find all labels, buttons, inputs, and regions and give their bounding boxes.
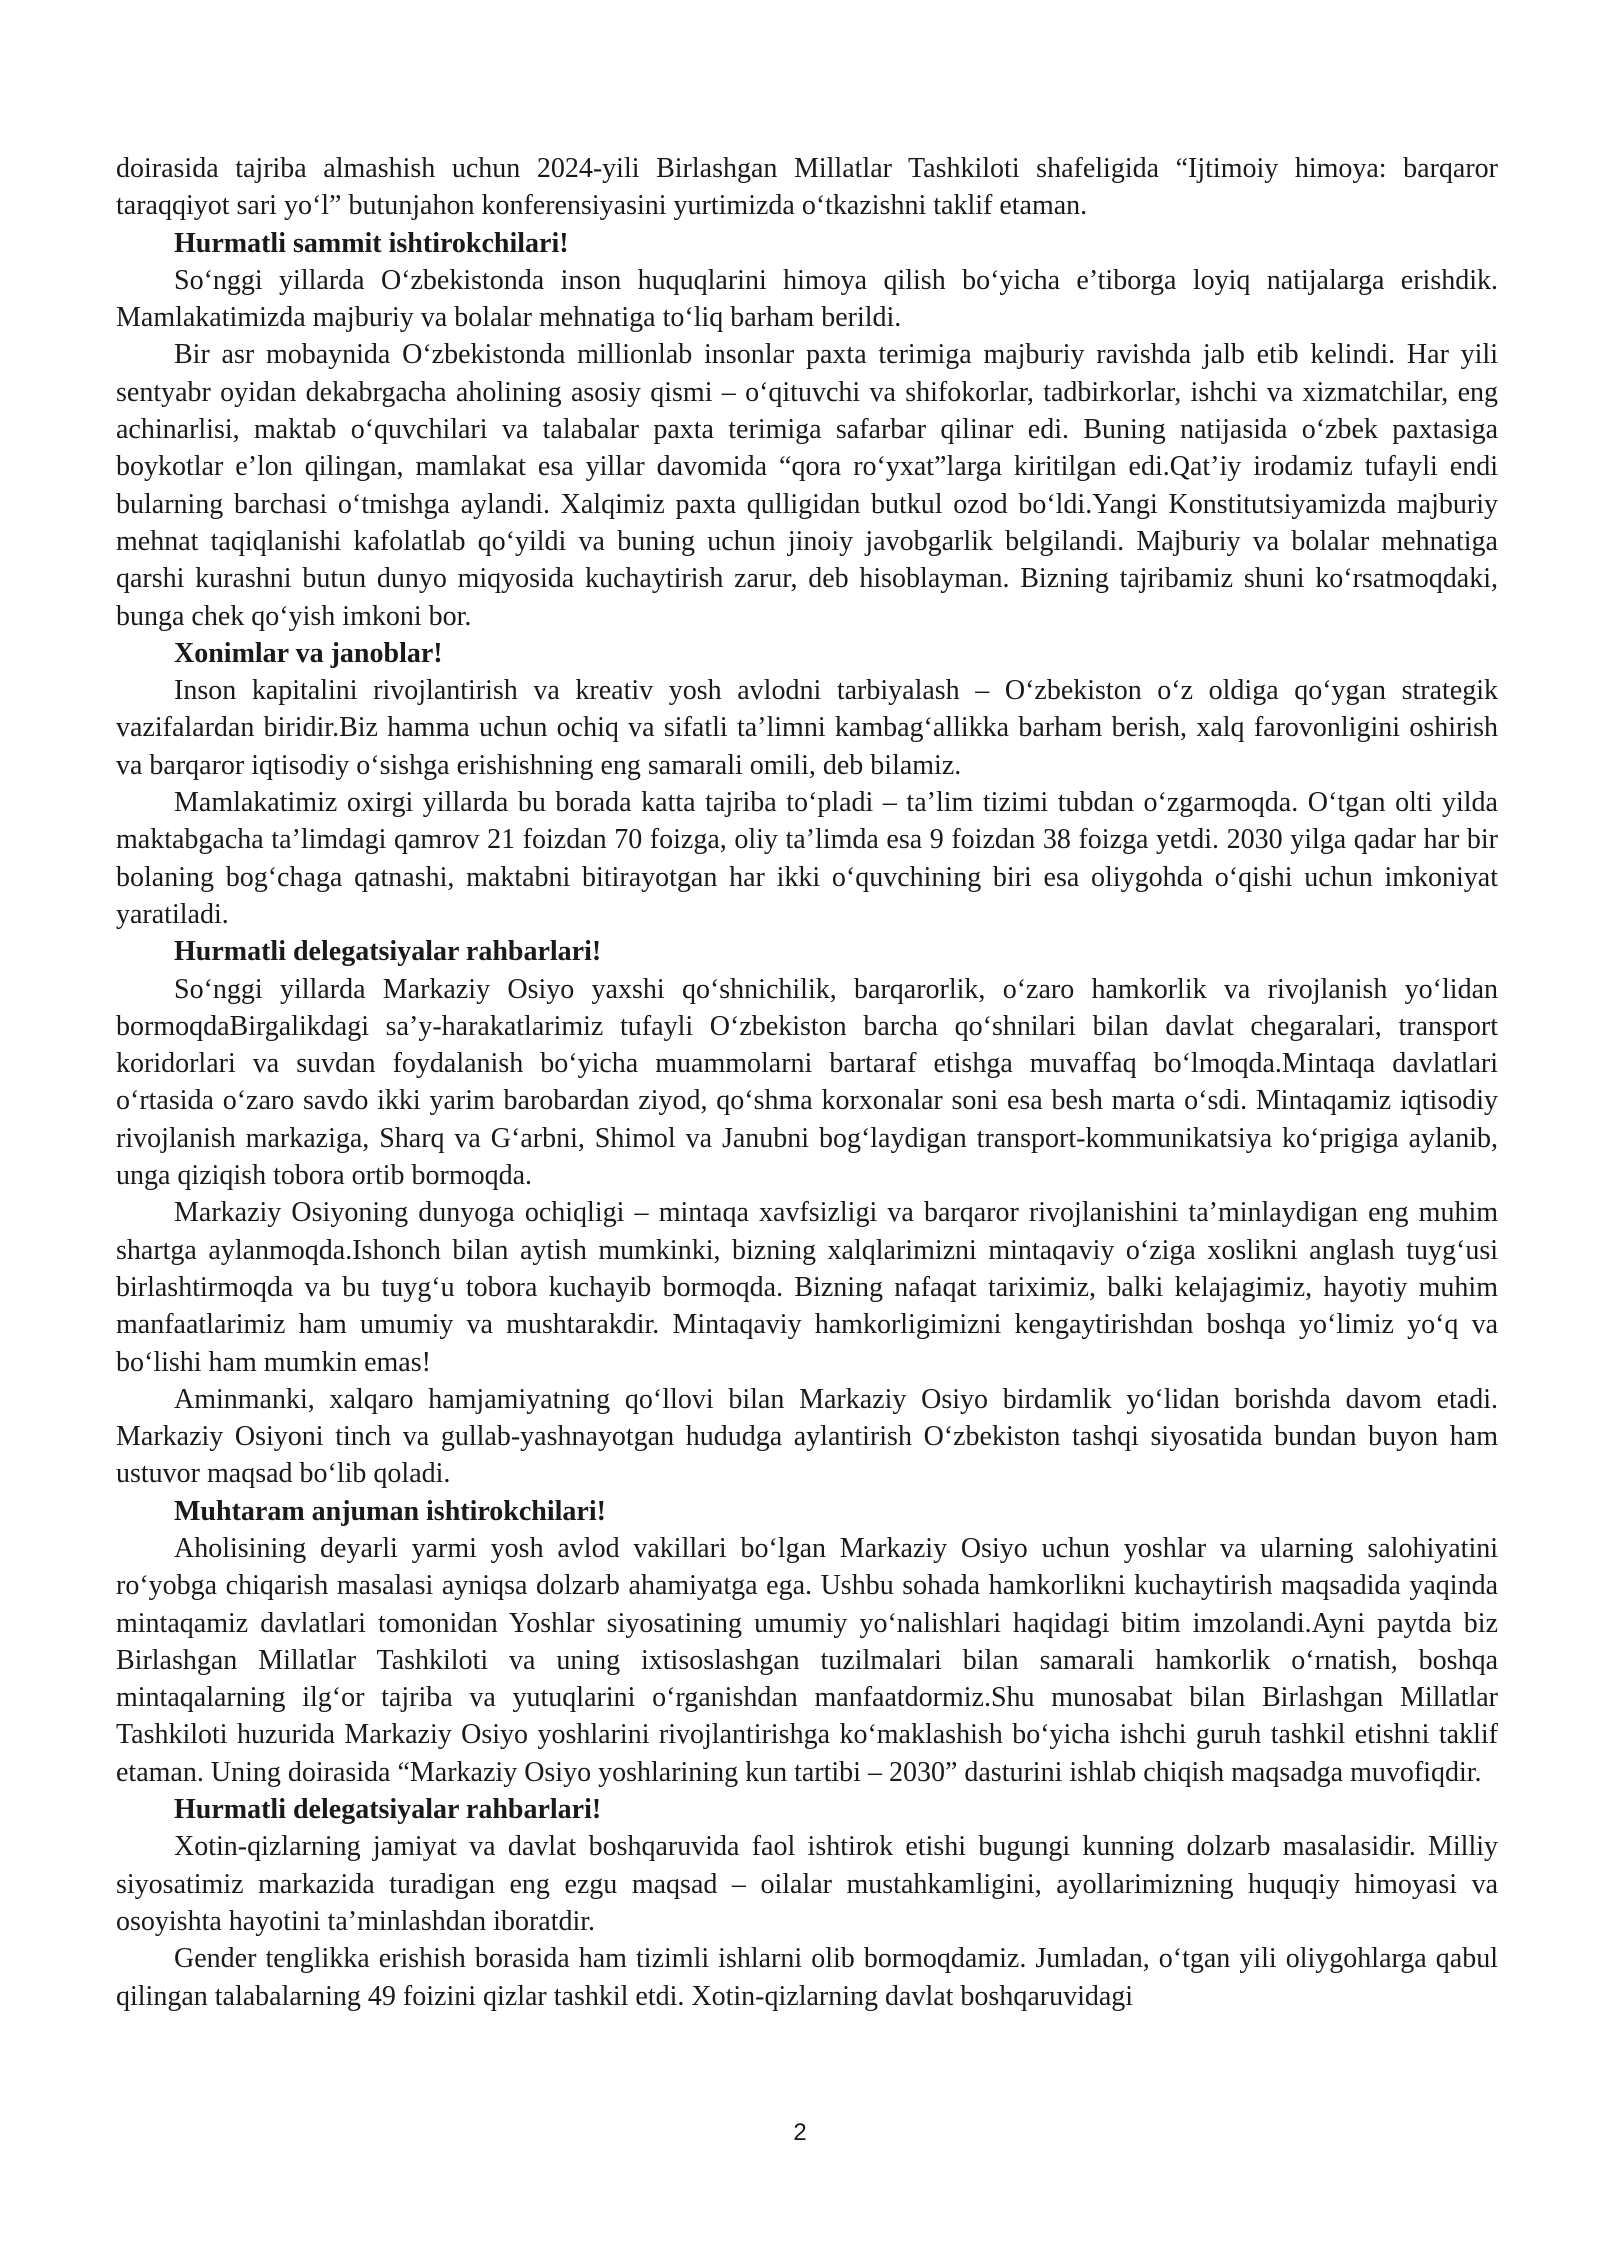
paragraph: Aminmanki, xalqaro hamjamiyatning qo‘llovi bilan Markaziy Osiyo birdamlik yo‘lidan borishda davom etadi. Markaziy Osiyoni tinch va gullab-yashnayotgan hududga aylantirish O‘zbekiston tashqi siyosatida bundan buyon ham ustuvor maqsad bo‘lib qoladi. xyxy=(116,1383,1498,1490)
paragraph-continuation: doirasida tajriba almashish uchun 2024-yili Birlashgan Millatlar Tashkiloti shafeligida “Ijtimoiy himoya: barqaror taraqqiyot sari yo‘l” butunjahon konferensiyasini yurtimizda o‘tkazishni taklif etaman. xyxy=(116,153,1498,222)
salutation-heading: Hurmatli delegatsiyalar rahbarlari! xyxy=(174,1794,602,1826)
salutation-heading: Hurmatli sammit ishtirokchilari! xyxy=(174,227,569,259)
paragraph: Inson kapitalini rivojlantirish va kreativ yosh avlodni tarbiyalash – O‘zbekiston o‘z oldiga qo‘ygan strategik vazifalardan biridir.Biz hamma uchun ochiq va sifatli ta’limni kambag‘allikka barham berish, xalq farovonligini oshirish va barqaror iqtisodiy o‘sishga erishishning eng samarali omili, deb bilamiz. xyxy=(116,675,1498,781)
paragraph: So‘nggi yillarda Markaziy Osiyo yaxshi qo‘shnichilik, barqarorlik, o‘zaro hamkorlik va rivojlanish yo‘lidan bormoqdaBirgalikdagi sa’y-harakatlarimiz tufayli O‘zbekiston barcha qo‘shnilari bilan davlat chegaralari, transport koridorlari va suvdan foydalanish bo‘yicha muammolarni bartaraf etishga muvaffaq bo‘lmoqda.Mintaqa davlatlari o‘rtasida o‘zaro savdo ikki yarim barobardan ziyod, qo‘shma korxonalar soni esa besh marta o‘sdi. Mintaqamiz iqtisodiy rivojlanish markaziga, Sharq va G‘arbni, Shimol va Janubni bog‘laydigan transport-kommunikatsiya ko‘prigiga aylanib, unga qiziqish tobora ortib bormoqda. xyxy=(116,973,1498,1192)
paragraph: Xotin-qizlarning jamiyat va davlat boshqaruvida faol ishtirok etishi bugungi kunning dolzarb masalasidir. Milliy siyosatimiz markazida turadigan eng ezgu maqsad – oilalar mustahkamligini, ayollarimizning huquqiy himoyasi va osoyishta hayotini ta’minlashdan iboratdir. xyxy=(116,1831,1498,1937)
salutation-heading: Muhtaram anjuman ishtirokchilari! xyxy=(174,1495,606,1527)
paragraph: Gender tenglikka erishish borasida ham tizimli ishlarni olib bormoqdamiz. Jumladan, o‘tgan yili oliygohlarga qabul qilingan talabalarning 49 foizini qizlar tashkil etdi. Xotin-qizlarning davlat boshqaruvidagi xyxy=(116,1943,1498,2012)
paragraph: So‘nggi yillarda O‘zbekistonda inson huquqlarini himoya qilish bo‘yicha e’tiborga loyiq natijalarga erishdik. Mamlakatimizda majburiy va bolalar mehnatiga to‘liq barham berildi. xyxy=(116,264,1498,334)
document-body xyxy=(116,150,1498,2015)
paragraph: Aholisining deyarli yarmi yosh avlod vakillari bo‘lgan Markaziy Osiyo uchun yoshlar va ularning salohiyatini ro‘yobga chiqarish masalasi ayniqsa dolzarb ahamiyatga ega. Ushbu sohada hamkorlikni kuchaytirish maqsadida yaqinda mintaqamiz davlatlari tomonidan Yoshlar siyosatining umumiy yo‘nalishlari haqidagi bitim imzolandi.Ayni paytda biz Birlashgan Millatlar Tashkiloti va uning ixtisoslashgan tuzilmalari bilan samarali hamkorlik o‘rnatish, boshqa mintaqalarning ilg‘or tajriba va yutuqlarini o‘rganishdan manfaatdormiz.Shu munosabat bilan Birlashgan Millatlar Tashkiloti huzurida Markaziy Osiyo yoshlarini rivojlantirishga ko‘maklashish bo‘yicha ishchi guruh tashkil etishni taklif etaman. Uning doirasida “Markaziy Osiyo yoshlarining kun tartibi – 2030” dasturini ishlab chiqish maqsadga muvofiqdir. xyxy=(116,1532,1498,1788)
paragraph: Mamlakatimiz oxirgi yillarda bu borada katta tajriba to‘pladi – ta’lim tizimi tubdan o‘zgarmoqda. O‘tgan olti yilda maktabgacha ta’limdagi qamrov 21 foizdan 70 foizga, oliy ta’limda esa 9 foizdan 38 foizga yetdi. 2030 yilga qadar har bir bolaning bog‘chaga qatnashi, maktabni bitirayotgan har ikki o‘quvchining biri esa oliygohda o‘qishi uchun imkoniyat yaratiladi. xyxy=(116,787,1498,930)
paragraph: Bir asr mobaynida O‘zbekistonda millionlab insonlar paxta terimiga majburiy ravishda jalb etib kelindi. Har yili sentyabr oyidan dekabrgacha aholining asosiy qismi – o‘qituvchi va shifokorlar, tadbirkorlar, ishchi va xizmatchilar, eng achinarlisi, maktab o‘quvchilari va talabalar paxta terimiga safarbar qilinar edi. Buning natijasida o‘zbek paxtasiga boykotlar e’lon qilingan, mamlakat esa yillar davomida “qora ro‘yxat”larga kiritilgan edi.Qat’iy irodamiz tufayli endi bularning barchasi o‘tmishga aylandi. Xalqimiz paxta qulligidan butkul ozod bo‘ldi.Yangi Konstitutsiyamizda majburiy mehnat taqiqlanishi kafolatlab qo‘yildi va buning uchun jinoiy javobgarlik belgilandi. Majburiy va bolalar mehnatiga qarshi kurashni butun dunyo miqyosida kuchaytirish zarur, deb hisoblayman. Bizning tajribamiz shuni ko‘rsatmoqdaki, bunga chek qo‘yish imkoni bor. xyxy=(116,339,1498,632)
page-number: 2 xyxy=(793,2119,807,2146)
salutation-heading: Xonimlar va janoblar! xyxy=(174,637,443,669)
paragraph: Markaziy Osiyoning dunyoga ochiqligi – mintaqa xavfsizligi va barqaror rivojlanishini ta’minlaydigan eng muhim shartga aylanmoqda.Ishonch bilan aytish mumkinki, bizning xalqlarimizni mintaqaviy o‘ziga xoslikni anglash tuyg‘usi birlashtirmoqda va bu tuyg‘u tobora kuchayib bormoqda. Bizning nafaqat tariximiz, balki kelajagimiz, hayotiy muhim manfaatlarimiz ham umumiy va mushtarakdir. Mintaqaviy hamkorligimizni kengaytirishdan boshqa yo‘limiz yo‘q va bo‘lishi ham mumkin emas! xyxy=(116,1197,1498,1378)
salutation-heading: Hurmatli delegatsiyalar rahbarlari! xyxy=(174,936,602,968)
